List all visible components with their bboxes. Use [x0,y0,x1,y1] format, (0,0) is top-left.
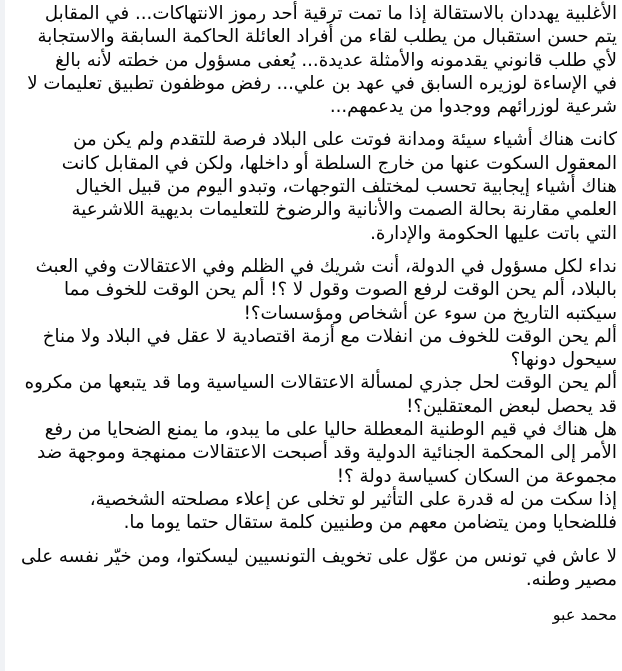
text-line: ألم يحن الوقت للخوف من انفلات مع أزمة اقتصادية لا عقل في البلاد ولا مناخ [42,325,617,347]
text-line: مجموعة من السكان كسياسة دولة ؟! [336,465,617,487]
text-line: فللضحايا ومن يتضامن معهم من وطنيين كلمة ستقال حتما يوما ما. [123,512,617,534]
paragraph-3 [14,255,617,535]
text-line: سيحول دونها؟ [510,349,617,371]
text-line: لأي طلب قانوني يقدمونه والأمثلة عديدة... يُعفى مسؤول من خطته لأنه بالغ [55,49,617,71]
paragraph-1 [14,2,617,118]
text-line: هناك أشياء إيجابية تحسب لمختلف التوجهات، وتبدو اليوم من قبيل الخيال [75,176,617,198]
text-line: الأمر إلى المحكمة الجنائية الدولية وقد أصبحت الاعتقالات ممنهجة وموجهة ضد [37,442,617,464]
text-line: هل هناك في قيم الوطنية المعطلة حاليا على ما يبدو، ما يمنع الضحايا من رفع [44,419,617,441]
text-line: يتم حسن استقبال من يطلب لقاء من أفراد العائلة الحاكمة السابقة والاستجابة [37,26,617,48]
text-line: لا عاش في تونس من عوّل على تخويف التونسيين ليسكتوا، ومن خيّر نفسه على [21,545,617,567]
text-line: الأغلبية يهددان بالاستقالة إذا ما تمت ترقية أحد رموز الانتهاكات... في المقابل [44,3,617,24]
text-line: المعقول السكوت عنها من خارج السلطة أو داخلها، ولكن في المقابل كانت [61,152,617,174]
post-body [14,2,617,636]
text-line: شرعية لوزرائهم ووجدوا من يدعمهم... [329,96,617,118]
paragraph-4 [14,545,617,592]
text-line: إذا سكت من له قدرة على التأثير لو تخلى عن إعلاء مصلحته الشخصية، [89,488,617,510]
text-line: ألم يحن الوقت لحل جذري لمسألة الاعتقالات السياسية وما قد يتبعها من مكروه [24,372,617,394]
text-line: في الإساءة لوزيره السابق في عهد بن علي... رفض موظفون تطبيق تعليمات لا [27,72,617,94]
text-line: نداء لكل مسؤول في الدولة، أنت شريك في الظلم وفي الاعتقالات وفي العبث [35,255,617,277]
text-line: التي باتت عليها الحكومة والإدارة. [370,222,617,244]
text-line: كانت هناك أشياء سيئة ومدانة فوتت على البلاد فرصة للتقدم ولم يكن من [73,129,617,151]
page-edge-strip [0,0,5,671]
author-signature: محمد عبو [552,605,617,625]
text-line: بالبلاد، ألم يحن الوقت لرفع الصوت وقول لا ؟! ألم يحن الوقت للخوف مما [64,279,617,301]
text-line: سيكتبه التاريخ من سوء عن أشخاص ومؤسسات؟! [243,302,617,324]
text-line: العلمي مقارنة بحالة الصمت والأنانية والرضوخ للتعليمات بديهية اللاشرعية [71,199,617,221]
text-line: مصير وطنه. [525,568,617,590]
paragraph-2 [14,128,617,244]
text-line: قد يحصل لبعض المعتقلين؟! [406,395,617,417]
